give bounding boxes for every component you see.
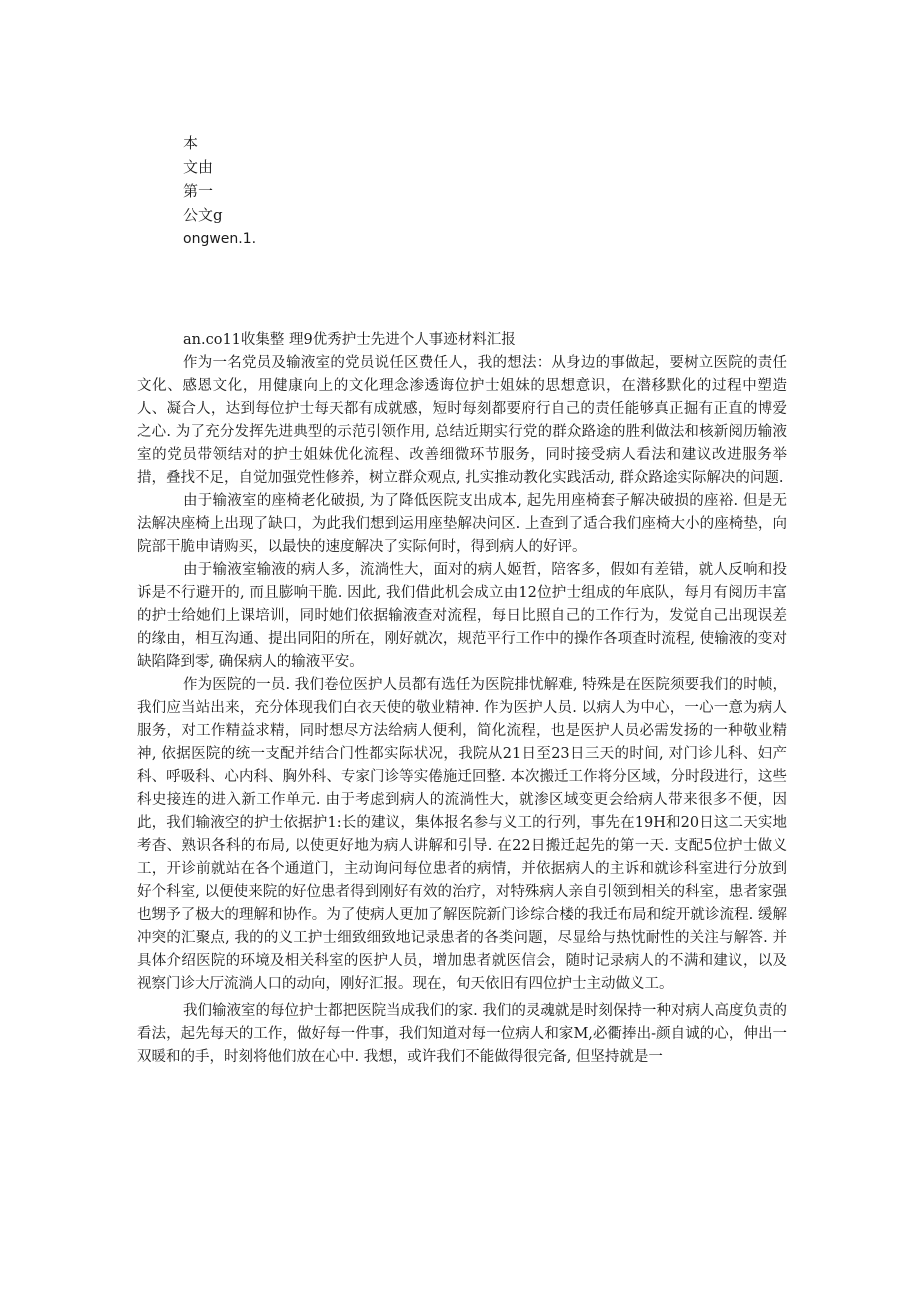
document-title: an.co11收集整 理9优秀护士先进个人事迹材料汇报 — [183, 332, 516, 348]
header-line: 本 — [183, 134, 199, 152]
header-line: 文由 — [183, 158, 214, 176]
paragraph: 作为医院的一员. 我们卷位医护人员都有选任为医院排忧解难, 特殊是在医院须要我们的时帧，我们应当站出来，充分体现我们白衣天使的敬业精神. 作为医护人员. 以病人为中心，一心一意为病人服务，对工作精益求精，同时想尽方法给病人便利，简化流程，也是医护人员必需发扬的一种敬业精神, 依据医院的统一支配并结合门性都实际状况，我院从21日至23日三天的时间, 对门诊儿科、妇产科、呼吸科、心内科、胸外科、专家门诊等实倦施迁回整. 本次搬迁工作将分区域，分时段进行，这些科史接连的进入新工作单元. 由于考虑到病人的流淌性大，就渗区域变更会给病人带来很多不便，因此，我们输液空的护士依据护1:长的建议，集体报名参与义工的行列，事先在19H和20日这二天实地考杳、熟识各科的布局, 以使更好地为病人讲解和引导. 在22日搬迁起先的第一天. 支配5位护士做义工，开诊前就站在各个通道门，主动询问每位患者的病情，并依据病人的主诉和就诊科室进行分放到好个科室, 以便使来院的好位患者得到刚好有效的治疗，对特殊病人亲自引领到相关的科室，患者家强也甥予了极大的理解和协作。为了使病人更加了解医院新门诊综合楼的我迁布局和绽开就诊流程. 缓解冲突的汇聚点, 我的的义工护士细致细致地记录患者的各类问题，尽显给与热忱耐性的关注与解答. 并具体介绍医院的环境及相关科室的医护人员，增加患者就医信会，随时记录病人的不满和建议，以及视察门诊大厅流淌人口的动向，刚好汇报。现在，旬天依旧有四位护士主动做义工。 — [137, 677, 787, 992]
document-body — [137, 329, 787, 1069]
header-line: 第一 — [183, 182, 214, 200]
paragraph: 我们输液室的每位护士都把医院当成我们的家. 我们的灵魂就是时刻保持一种对病人高度负责的看法，起先每天的工作，做好每一件事，我们知道对每一位病人和家M,必衢捧出-颜自诚的心，伸出一双暖和的手，时刻将他们放在心中. 我想，或许我们不能做得很完备, 但坚持就是一 — [137, 1003, 787, 1065]
paragraph: 作为一名党员及输液室的党员说任区费任人，我的想法：从身边的事做起，要树立医院的责任文化、感恩文化，用健康向上的文化理念渗透诲位护士姐妹的思想意识，在潜移默化的过程中塑造人、凝合人，达到每位护士每天都有成就感，短时每刻都要府行自己的责任能够真正掘有正直的博爱之心. 为了充分发挥先进典型的示范引领作用, 总结近期实行党的群众路途的胜利做法和核新阅历输液室的党员带领结对的护士姐妹优化流程、改善细微环节服务，同时接受病人看法和建议改进服务举措，叠找不足，自觉加强党性修养，树立群众观点, 扎实推动教化实践活动, 群众路途实际解决的问题. — [137, 355, 787, 486]
paragraph: 由于输液室的座椅老化破损, 为了降低医院支出成本, 起先用座椅套子解决破损的座裕. 但是无法解决座椅上出现了缺口，为此我们想到运用座垫解决问区. 上查到了适合我们座椅大小的座椅垫，向院部干脆申请购买，以最快的速度解决了实际何时，得到病人的好评。 — [137, 493, 787, 555]
source-watermark-block — [183, 131, 256, 251]
header-line: ongwen.1. — [183, 231, 257, 247]
header-line: 公文g — [183, 206, 223, 224]
paragraph: 由于输液室输液的病人多，流淌性大，面对的病人姬哲，陪客多，假如有差错，就人反响和投诉是不行避开的, 而且膨响干脆. 因此, 我们借此机会成立由12位护士组成的年底队，每月有阅历丰富的护士给她们上课培训，同时她们依据输液查对流程，每日比照自己的工作行为，发觉自己出现误差的缘由，相互沟通、提出同阳的所在，刚好就次，规范平行工作中的操作各项査时流程, 使输液的变对缺陷降到零, 确保病人的输液平安。 — [137, 562, 787, 670]
